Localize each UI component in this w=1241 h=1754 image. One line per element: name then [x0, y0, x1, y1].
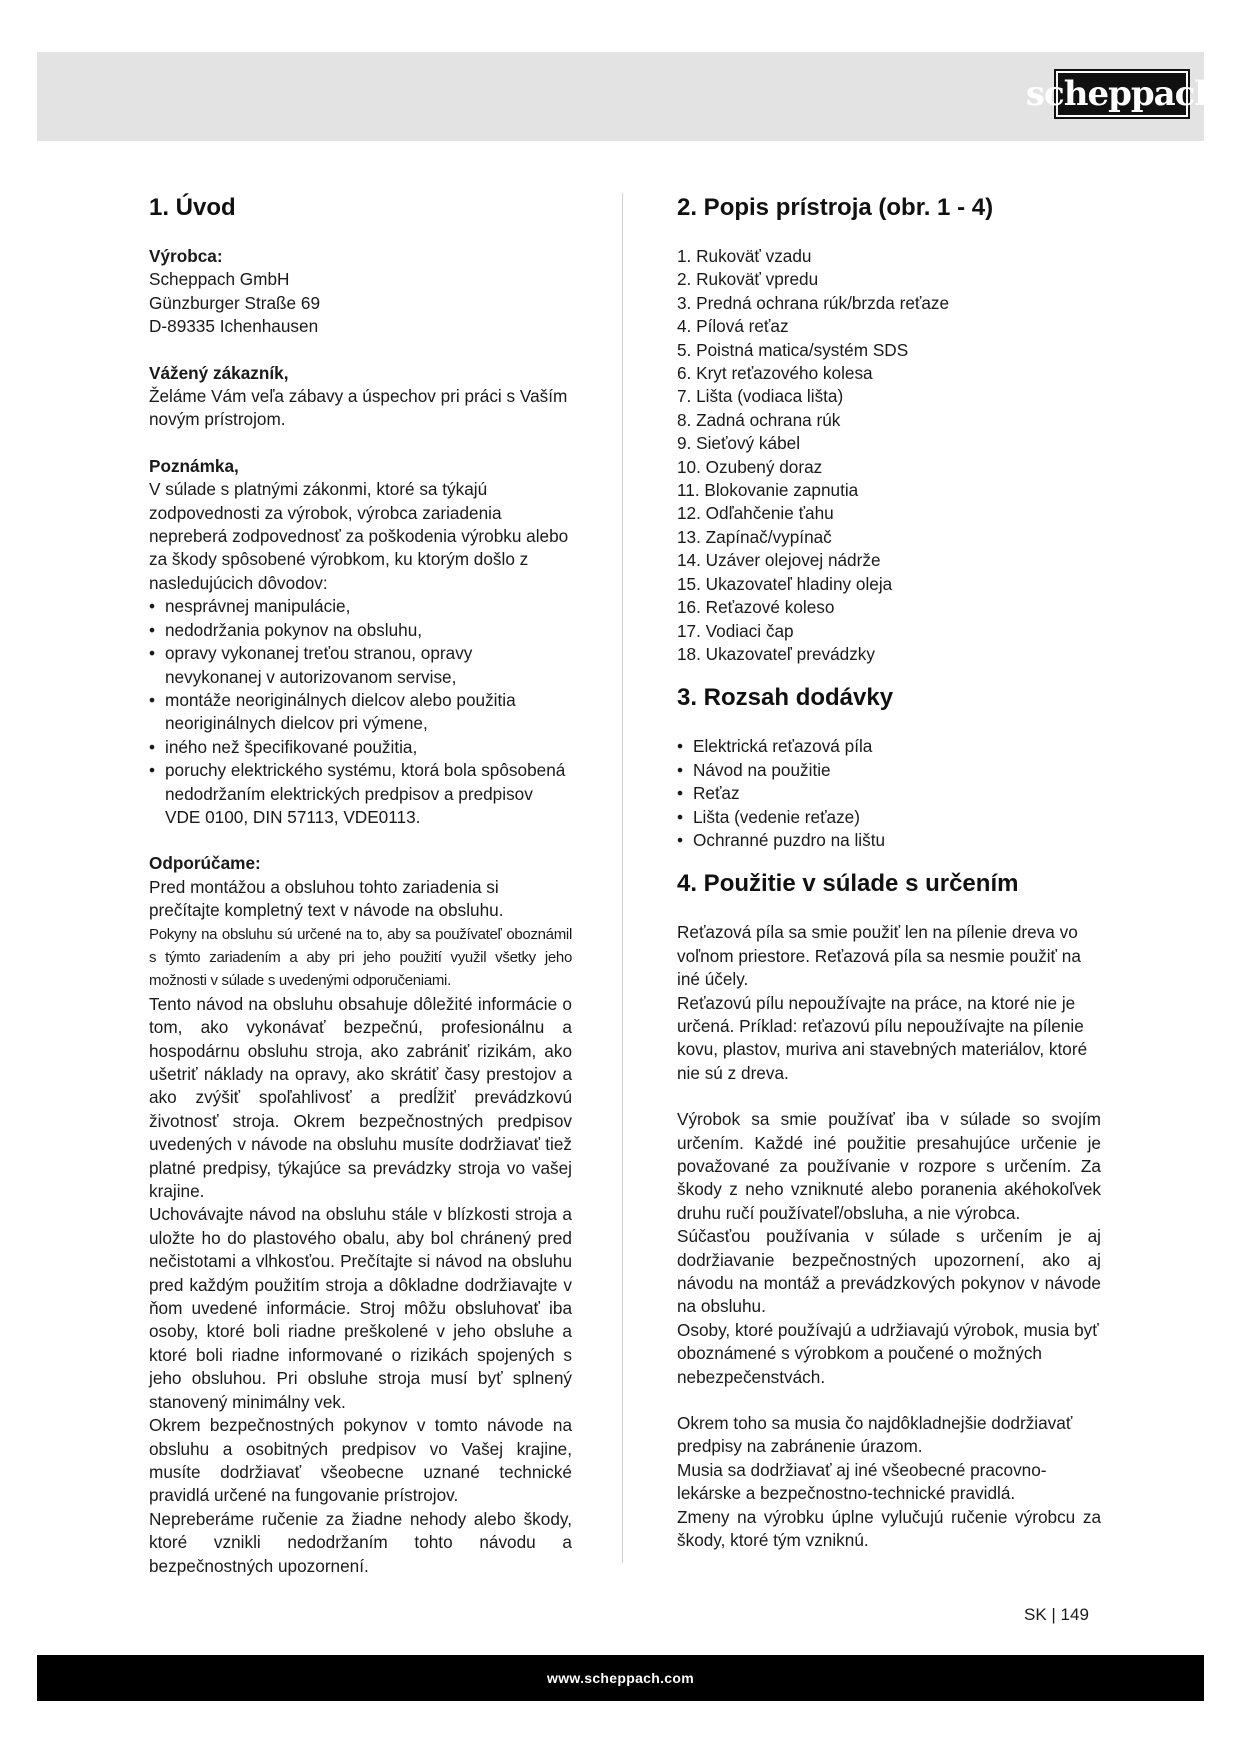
column-divider: [622, 193, 623, 1563]
recommend-paragraph: Tento návod na obsluhu obsahuje dôležité informácie o tom, ako vykonávať bezpečnú, profesionálnu a hospodárnu obsluhu stroja, ako zabrániť rizikám, ako ušetriť náklady na opravy, ako skrátiť časy prestojov a ako zvýšiť spoľahlivosť a predĺžiť prevádzkovú životnosť stroja. Okrem bezpečnostných predpisov uvedených v návode na obsluhu musíte dodržiavať tiež platné predpisy, týkajúce sa prevádzky stroja vo vašej krajine.: [149, 993, 572, 1202]
recommend-label: Odporúčame:: [149, 853, 261, 874]
use-paragraph: Výrobok sa smie používať iba v súlade so svojím určením. Každé iné použitie presahujúce určenie je považované za používanie v rozpore s určením. Za škody z neho vzniknuté alebo poranenia akéhokoľvek druhu ručí používateľ/obsluha, a nie výrobca.: [677, 1109, 1101, 1223]
use-paragraph: Súčasťou používania v súlade s určením je aj dodržiavanie bezpečnostných upozornení, ako aj návodu na montáž a prevádzkových pokynov v návode na obsluhu.: [677, 1226, 1101, 1317]
list-item: 13. Zapínač/vypínač: [677, 526, 832, 547]
list-item: 8. Zadná ochrana rúk: [677, 409, 841, 430]
use-paragraph: Zmeny na výrobku úplne vylučujú ručenie výrobcu za škody, ktoré tým vzniknú.: [677, 1506, 1101, 1551]
list-item: 9. Sieťový kábel: [677, 433, 801, 454]
list-item: 15. Ukazovateľ hladiny oleja: [677, 573, 893, 594]
maker-line: Günzburger Straße 69: [149, 292, 321, 313]
list-item: 11. Blokovanie zapnutia: [677, 480, 859, 501]
list-item: • nedodržania pokynov na obsluhu,: [149, 619, 572, 642]
list-item: 2. Rukoväť vpredu: [677, 269, 819, 290]
page-number: SK | 149: [1024, 1605, 1089, 1624]
page-footer: [37, 1655, 1204, 1701]
list-item: • Návod na použitie: [677, 759, 1101, 782]
use-paragraph: Reťazová píla sa smie použiť len na pílenie dreva vo voľnom priestore. Reťazová píla sa nesmie použiť na iné účely.: [677, 922, 1081, 990]
list-item: • Reťaz: [677, 782, 1101, 805]
use-paragraph: Reťazovú pílu nepoužívajte na práce, na ktoré nie je určená. Príklad: reťazovú pílu nepoužívajte na pílenie kovu, plastov, muriva ani stavebných materiálov, ktoré nie sú z dreva.: [677, 992, 1088, 1083]
note-text: V súlade s platnými zákonmi, ktoré sa týkajú zodpovednosti za výrobok, výrobca zariadenia nepreberá zodpovednosť za poškodenia výrobku alebo za škody spôsobené výrobkom, ku ktorým došlo z nasledujúcich dôvodov:: [149, 479, 569, 593]
list-item: 18. Ukazovateľ prevádzky: [677, 643, 875, 664]
footer-url: www.scheppach.com: [547, 1670, 694, 1686]
list-item: • poruchy elektrického systému, ktorá bola spôsobená nedodržaním elektrických predpisov a predpisov VDE 0100, DIN 57113, VDE0113.: [149, 759, 572, 829]
list-item: 7. Lišta (vodiaca lišta): [677, 386, 844, 407]
recommend-paragraph: Pred montážou a obsluhou tohto zariadenia si prečítajte kompletný text v návode na obsluhu.: [149, 876, 504, 921]
list-item: • Ochranné puzdro na lištu: [677, 829, 1101, 852]
maker-line: Scheppach GmbH: [149, 269, 290, 290]
list-item: 1. Rukoväť vzadu: [677, 246, 812, 266]
section-title-intro: 1. Úvod: [149, 194, 236, 221]
use-paragraph: Musia sa dodržiavať aj iné všeobecné pracovno-lekárske a bezpečnostno-technické pravidlá.: [677, 1459, 1047, 1504]
list-item: 17. Vodiaci čap: [677, 620, 794, 641]
note-list: [149, 595, 572, 829]
section-title-intended-use: 4. Použitie v súlade s určením: [677, 870, 1019, 898]
right-column: [677, 193, 1101, 1553]
list-item: 5. Poistná matica/systém SDS: [677, 339, 909, 360]
list-item: • montáže neoriginálnych dielcov alebo použitia neoriginálnych dielcov pri výmene,: [149, 689, 572, 736]
section-title-scope: 3. Rozsah dodávky: [677, 684, 894, 712]
list-item: 3. Predná ochrana rúk/brzda reťaze: [677, 292, 950, 313]
list-item: • nesprávnej manipulácie,: [149, 595, 572, 618]
recommend-paragraph: Okrem bezpečnostných pokynov v tomto návode na obsluhu a osobitných predpisov vo Vašej krajine, musíte dodržiavať všeobecne uznané technické pravidlá určené na fungovanie prístrojov.: [149, 1415, 572, 1506]
list-item: • Lišta (vedenie reťaze): [677, 806, 1101, 829]
scope-list: [677, 735, 1101, 852]
list-item: 10. Ozubený doraz: [677, 456, 823, 477]
list-item: 14. Uzáver olejovej nádrže: [677, 550, 881, 571]
list-item: • iného než špecifikované použitia,: [149, 736, 572, 759]
maker-label: Výrobca:: [149, 246, 223, 266]
list-item: 4. Pílová reťaz: [677, 316, 789, 337]
left-column: [149, 193, 572, 1578]
page-header: [37, 52, 1219, 141]
recommend-paragraph: Nepreberáme ručenie za žiadne nehody alebo škody, ktoré vznikli nedodržaním tohto návodu a bezpečnostných upozornení.: [149, 1508, 572, 1576]
section-title-description: 2. Popis prístroja (obr. 1 - 4): [677, 194, 994, 221]
customer-text: Želáme Vám veľa zábavy a úspechov pri práci s Vaším novým prístrojom.: [149, 386, 568, 430]
use-paragraph: Okrem toho sa musia čo najdôkladnejšie dodržiavať predpisy na zabránenie úrazom.: [677, 1413, 1073, 1457]
note-label: Poznámka,: [149, 455, 239, 476]
customer-label: Vážený zákazník,: [149, 362, 289, 383]
list-item: • opravy vykonanej treťou stranou, opravy nevykonanej v autorizovanom servise,: [149, 642, 572, 689]
maker-line: D-89335 Ichenhausen: [149, 316, 319, 337]
list-item: 6. Kryt reťazového kolesa: [677, 363, 873, 384]
parts-list: [677, 245, 1101, 666]
list-item: 12. Odľahčenie ťahu: [677, 503, 834, 524]
use-paragraph: Osoby, ktoré používajú a udržiavajú výrobok, musia byť oboznámené s výrobkom a poučené o možných nebezpečenstvách.: [677, 1319, 1099, 1387]
list-item: • Elektrická reťazová píla: [677, 735, 1101, 758]
scheppach-logo: scheppach: [1054, 69, 1190, 119]
recommend-paragraph: Uchovávajte návod na obsluhu stále v blízkosti stroja a uložte ho do plastového obalu, aby bol chránený pred nečistotami a vlhkosťou. Prečítajte si návod na obsluhu pred každým použitím stroja a dôkladne dodržiavajte v ňom uvedené informácie. Stroj môžu obsluhovať iba osoby, ktoré boli riadne preškolené v jeho obsluhe a ktoré boli riadne informované o rizikách spojených s jeho obsluhou. Pri obsluhe stroja musí byť splnený stanovený minimálny vek.: [149, 1204, 572, 1412]
recommend-paragraph: Pokyny na obsluhu sú určené na to, aby sa používateľ oboznámil s týmto zariadením a aby pri jeho použití využil všetky jeho možnosti v súlade s uvedenými odporučeniami.: [149, 925, 572, 990]
list-item: 16. Reťazové koleso: [677, 597, 835, 618]
